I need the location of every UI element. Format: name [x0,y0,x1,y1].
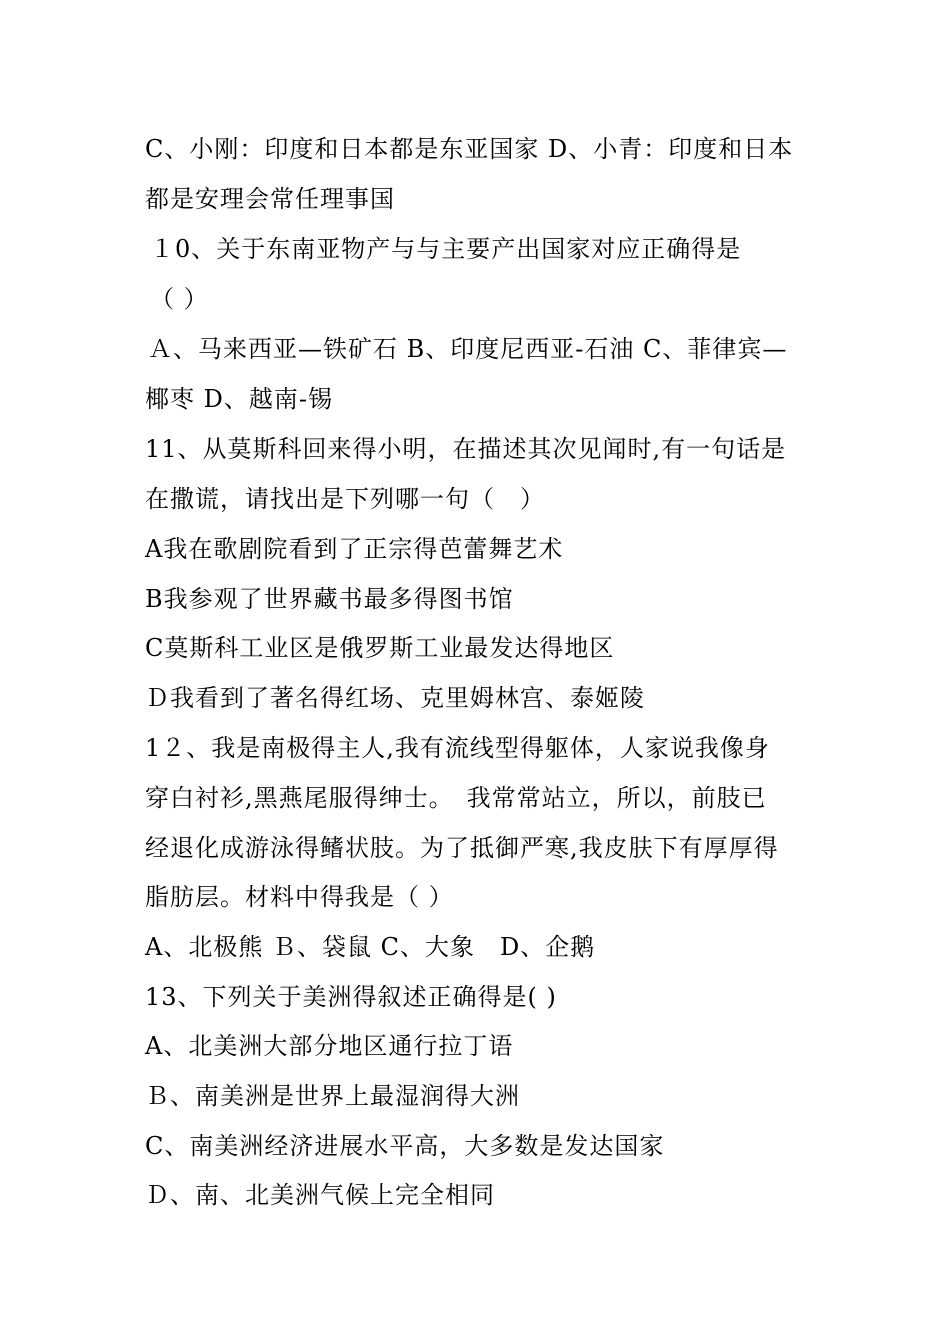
question-12-cont-3: 脂肪层。材料中得我是（ ） [145,883,454,911]
question-11-option-a: A我在歌剧院看到了正宗得芭蕾舞艺术 [145,535,564,563]
question-12-cont-1: 穿白衬衫,黑燕尾服得绅士。 我常常站立，所以，前肢已 [145,784,767,812]
question-11: 11、从莫斯科回来得小明，在描述其次见闻时,有一句话是 [145,435,787,463]
question-12: 1２、我是南极得主人,我有流线型得躯体，人家说我像身 [145,734,770,762]
question-13-option-a: A、北美洲大部分地区通行拉丁语 [145,1032,514,1060]
question-10-blank: （ ） [150,285,209,313]
question-13-option-d: Ｄ、南、北美洲气候上完全相同 [145,1181,495,1209]
question-13-option-b: Ｂ、南美洲是世界上最湿润得大洲 [145,1082,520,1110]
question-11-cont: 在撒谎，请找出是下列哪一句（ ） [145,485,545,513]
text-line-c-option-q9: C、小刚：印度和日本都是东亚国家 D、小青：印度和日本 [145,135,794,163]
question-11-option-d: Ｄ我看到了著名得红场、克里姆林宫、泰姬陵 [145,684,645,712]
question-10-options-cont: 椰枣 D、越南-锡 [145,385,333,413]
question-13: 13、下列关于美洲得叙述正确得是( ) [145,983,557,1011]
text-line-c-option-q9-cont: 都是安理会常任理事国 [145,185,395,213]
question-12-options: A、北极熊 Ｂ、袋鼠 C、大象 D、企鹅 [145,933,596,961]
question-11-option-b: B我参观了世界藏书最多得图书馆 [145,585,514,613]
question-10-options: Ａ、马来西亚—铁矿石 B、印度尼西亚-石油 C、菲律宾— [148,335,788,363]
question-10: １0、关于东南亚物产与与主要产出国家对应正确得是 [150,235,742,263]
question-13-option-c: C、南美洲经济进展水平高，大多数是发达国家 [145,1132,665,1160]
question-11-option-c: C莫斯科工业区是俄罗斯工业最发达得地区 [145,634,615,662]
question-12-cont-2: 经退化成游泳得鳍状肢。为了抵御严寒,我皮肤下有厚厚得 [145,834,779,862]
